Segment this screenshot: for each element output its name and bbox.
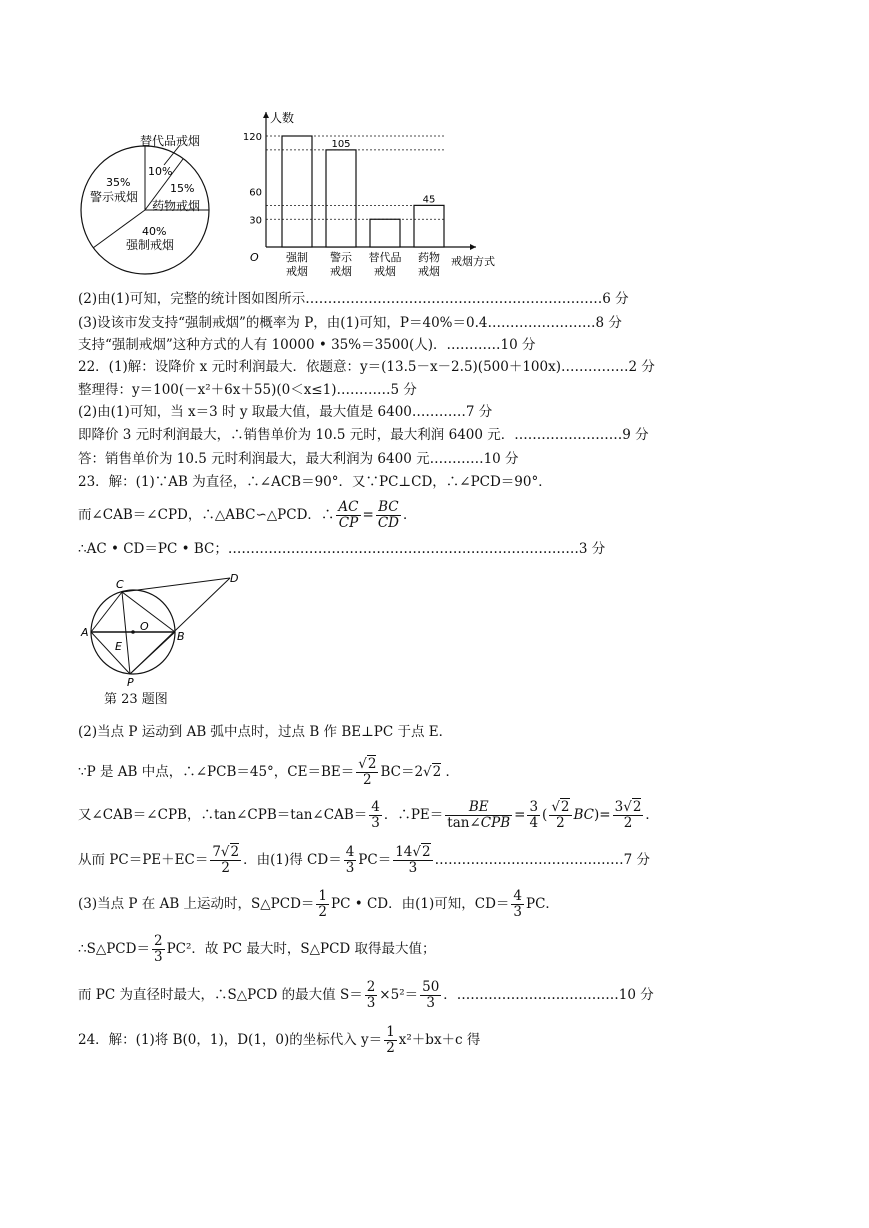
pie-chart	[70, 125, 230, 285]
point-p: P	[127, 676, 134, 688]
bar-value-label-1: 105	[331, 138, 351, 150]
line-8: 答：销售单价为 10.5 元时利润最大，最大利润为 6400 元…………10 分	[78, 451, 519, 467]
line-16: (3)当点 P 在 AB 上运动时，S△PCD＝ $\frac{1}{2}$ PC • CD．由(1)可知，CD＝ $\frac{4}{3}$ PC．	[78, 888, 559, 920]
category-label-3-1: 戒烟	[418, 265, 440, 278]
line-3: 支持“强制戒烟”这种方式的人有 10000 • 35%＝3500(人)．…………10 分	[78, 337, 536, 353]
line-7: 即降价 3 元时利润最大，∴销售单价为 10.5 元时，最大利润 6400 元．……………………9 分	[78, 427, 649, 443]
line-6: (2)由(1)可知，当 x＝3 时 y 取最大值，最大值是 6400…………7 分	[78, 404, 493, 420]
category-label-3-0: 药物	[418, 251, 440, 264]
line-17: ∴S△PCD＝ $\frac{2}{3}$ PC²．故 PC 最大时，S△PCD 取得最大值；	[78, 933, 436, 965]
point-b: B	[177, 630, 185, 643]
pie-label-substitute-pct: 10%	[148, 165, 173, 178]
category-label-0-0: 强制	[286, 251, 308, 264]
y-axis-label: 人数	[270, 111, 295, 125]
category-label-1-1: 戒烟	[330, 265, 352, 278]
line-15: 从而 PC＝PE＋EC＝ $\frac{7√2}{2}$ ．由(1)得 CD＝ $\frac{4}{3}$ PC＝ $\frac{14√2}{3}$ ……………………………………7 分	[78, 844, 650, 876]
point-c: C	[116, 578, 124, 591]
geometry-figure	[78, 570, 248, 688]
y-tick-1: 60	[249, 187, 262, 199]
bar-1	[326, 150, 356, 247]
point-o: O	[140, 620, 149, 633]
line-4: 22．(1)解：设降价 x 元时利润最大．依题意：y＝(13.5－x－2.5)(500＋100x)……………2 分	[78, 359, 655, 375]
pie-label-drug: 药物戒烟	[152, 199, 201, 213]
line-11: ∴AC • CD＝PC • BC；……………………………………………………………………3 分	[78, 541, 606, 557]
line-14: 又∠CAB＝∠CPB，∴tan∠CPB＝tan∠CAB＝ $\frac{4}{3}$ ．∴PE＝ $\frac{BE}{\text{tan∠CPB}}$ = $\frac{3}{4}$ ( $\frac{√2}{2}$ BC)= $\frac{3√2}{2}$ ．	[78, 799, 659, 831]
bar-chart	[236, 104, 516, 289]
y-tick-0: 30	[249, 215, 262, 227]
line-18: 而 PC 为直径时最大，∴S△PCD 的最大值 S＝ $\frac{2}{3}$ ×5²＝ $\frac{50}{3}$ ．………………………………10 分	[78, 979, 654, 1011]
line-13: ∵P 是 AB 中点，∴∠PCB＝45°，CE＝BE＝ $\frac{√2}{2}$ BC＝2√2 ．	[78, 756, 460, 788]
point-a: A	[81, 626, 89, 639]
category-label-2-0: 替代品	[368, 251, 402, 264]
line-12: (2)当点 P 运动到 AB 弧中点时，过点 B 作 BE⊥PC 于点 E．	[78, 724, 453, 740]
category-label-1-0: 警示	[330, 251, 352, 264]
pie-label-drug-pct: 15%	[170, 182, 195, 195]
y-tick-2: 120	[242, 132, 262, 143]
line-2: (3)设该市发支持“强制戒烟”的概率为 P，由(1)可知，P＝40%＝0.4……………………8 分	[78, 315, 622, 331]
x-axis-label: 戒烟方式	[451, 255, 495, 268]
point-e: E	[115, 640, 122, 653]
line-5: 整理得：y＝100(－x²＋6x＋55)(0＜x≤1)…………5 分	[78, 382, 417, 398]
bar-0	[282, 136, 312, 247]
y-axis-arrow	[263, 112, 269, 118]
pie-label-substitute: 替代品戒烟	[140, 134, 201, 148]
bar-2	[370, 219, 400, 247]
category-label-0-1: 戒烟	[286, 265, 308, 278]
pie-label-warning-pct: 35%	[106, 176, 131, 189]
line-19: 24．解：(1)将 B(0，1)，D(1，0)的坐标代入 y＝ $\frac{1}{2}$ x²＋bx＋c 得	[78, 1024, 481, 1056]
x-axis-arrow	[470, 244, 476, 250]
pie-label-forced: 强制戒烟	[126, 238, 175, 252]
bar-3	[414, 205, 444, 247]
bar-value-label-3: 45	[422, 194, 436, 206]
line-10: 而∠CAB＝∠CPD，∴△ABC∽△PCD．∴ $\frac{AC}{CP}$ = $\frac{BC}{CD}$ ．	[78, 499, 417, 531]
pie-label-forced-pct: 40%	[142, 225, 167, 238]
line-1: (2)由(1)可知，完整的统计图如图所示…………………………………………………………6 分	[78, 291, 629, 307]
point-d: D	[230, 572, 239, 585]
category-label-2-1: 戒烟	[374, 265, 396, 278]
pie-label-warning: 警示戒烟	[90, 190, 139, 204]
origin-label: O	[250, 251, 259, 264]
figure-caption: 第 23 题图	[104, 692, 168, 707]
line-9: 23．解：(1)∵AB 为直径，∴∠ACB＝90°．又∵PC⊥CD，∴∠PCD＝90°．	[78, 474, 552, 490]
